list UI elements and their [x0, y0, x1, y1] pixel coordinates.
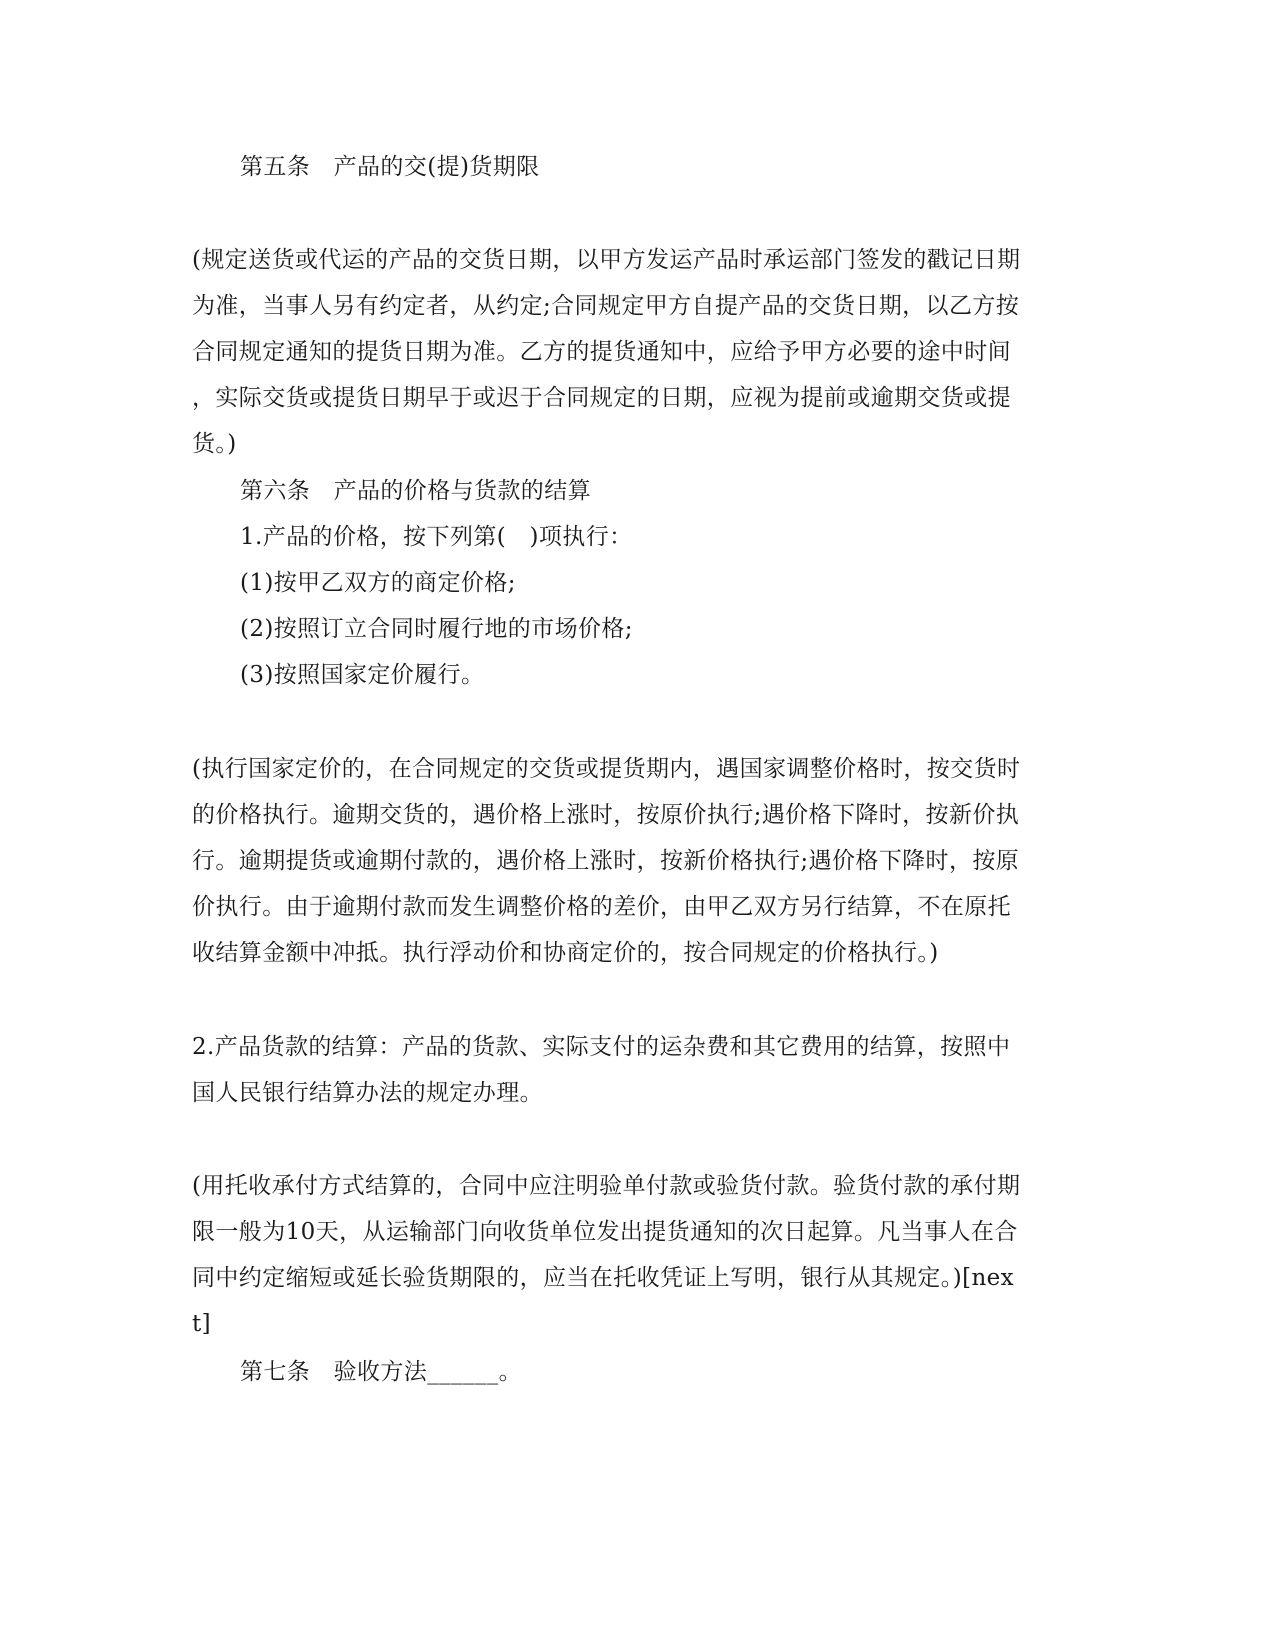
article-5-note-line: 为准，当事人另有约定者，从约定;合同规定甲方自提产品的交货日期，以乙方按	[192, 293, 1020, 319]
settlement-note-line: 同中约定缩短或延长验货期限的，应当在托收凭证上写明，银行从其规定。)[nex	[192, 1265, 1015, 1291]
article-5-heading: 第五条 产品的交(提)货期限	[240, 154, 540, 180]
article-5-note-line: (规定送货或代运的产品的交货日期，以甲方发运产品时承运部门签发的戳记日期	[192, 247, 1021, 273]
price-option: (1)按甲乙双方的商定价格;	[240, 570, 516, 596]
price-note-line: 行。逾期提货或逾期付款的，遇价格上涨时，按新价格执行;遇价格下降时，按原	[192, 848, 1020, 874]
price-clause: 1.产品的价格，按下列第( )项执行：	[240, 524, 633, 550]
settlement-note-line: 限一般为10天，从运输部门向收货单位发出提货通知的次日起算。凡当事人在合	[192, 1219, 1018, 1245]
settlement-note-line: t]	[192, 1311, 212, 1337]
article-7-heading: 第七条 验收方法______。	[240, 1359, 522, 1385]
article-5-note-line: 货。)	[192, 431, 237, 457]
price-option: (2)按照订立合同时履行地的市场价格;	[240, 616, 633, 642]
settlement-clause-line: 国人民银行结算办法的规定办理。	[192, 1080, 543, 1106]
price-note-line: 收结算金额中冲抵。执行浮动价和协商定价的，按合同规定的价格执行。)	[192, 940, 939, 966]
price-note-line: 价执行。由于逾期付款而发生调整价格的差价，由甲乙双方另行结算，不在原托	[192, 894, 1011, 920]
settlement-note-line: (用托收承付方式结算的，合同中应注明验单付款或验货付款。验货付款的承付期	[192, 1173, 1021, 1199]
settlement-clause-line: 2.产品货款的结算：产品的货款、实际支付的运杂费和其它费用的结算，按照中	[192, 1034, 1011, 1060]
price-option: (3)按照国家定价履行。	[240, 662, 485, 688]
article-6-heading: 第六条 产品的价格与货款的结算	[240, 478, 591, 504]
price-note-line: 的价格执行。逾期交货的，遇价格上涨时，按原价执行;遇价格下降时，按新价执	[192, 802, 1020, 828]
price-note-line: (执行国家定价的，在合同规定的交货或提货期内，遇国家调整价格时，按交货时	[192, 756, 1021, 782]
article-5-note-line: 合同规定通知的提货日期为准。乙方的提货通知中，应给予甲方必要的途中时间	[192, 339, 1011, 365]
article-5-note-line: ，实际交货或提货日期早于或迟于合同规定的日期，应视为提前或逾期交货或提	[192, 385, 1011, 411]
